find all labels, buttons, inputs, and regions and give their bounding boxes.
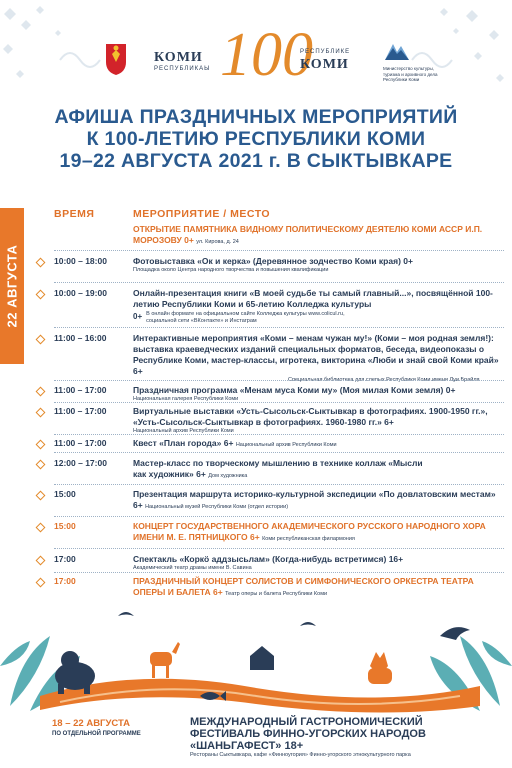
event-title: Спектакль «Коркӧ аддзысьлам» (Когда-нибудь встретимся) 16+ Академический театр драмы имени В. Савина — [133, 554, 503, 572]
row-divider — [54, 250, 504, 251]
event-time: 15:00 — [54, 489, 76, 499]
event-title: ОТКРЫТИЕ ПАМЯТНИКА ВИДНОМУ ПОЛИТИЧЕСКОМУ ДЕЯТЕЛЮ КОМИ АССР И.П. МОРОЗОВУ 0+ ул. Кирова, д. 24 — [133, 224, 483, 245]
date-side-tab-label: 22 АВГУСТА — [4, 244, 20, 328]
row-divider — [54, 402, 504, 403]
event-time: 11:00 – 17:00 — [54, 385, 107, 395]
festival-date: 18 – 22 АВГУСТА — [52, 718, 131, 729]
diamond-bullet-icon — [36, 578, 46, 588]
event-rating: 0+ — [133, 312, 143, 321]
event-place: Национальный архив Республики Коми — [133, 428, 234, 434]
festival-place: Рестораны Сыктывкара, кафе «Финноугория» Финно-угорского этнокультурного парка — [190, 752, 411, 758]
event-time: 10:00 – 19:00 — [54, 288, 107, 298]
event-place: Театр оперы и балета Республики Коми — [225, 591, 328, 597]
event-title: КОНЦЕРТ ГОСУДАРСТВЕННОГО АКАДЕМИЧЕСКОГО РУССКОГО НАРОДНОГО ХОРА ИМЕНИ М. Е. ПЯТНИЦКОГО 6+ Коми республиканская филармония — [133, 521, 486, 542]
row-divider — [54, 548, 504, 549]
row-divider — [54, 516, 504, 517]
title-line-3: 19–22 АВГУСТА 2021 г. В СЫКТЫВКАРЕ — [59, 150, 453, 172]
bird-figure-icon — [440, 627, 470, 640]
brand-republic-text: КОМИ — [300, 57, 349, 72]
event-title: Презентация маршрута историко-культурной экспедиции «По довлатовским местам» 6+ Национальный музей Республики Коми (отдел истории) — [133, 489, 496, 510]
event-place: Площадка около Центра народного творчества и повышения квалификации — [133, 267, 329, 273]
ministry-logo-icon — [383, 40, 411, 64]
event-place: Национальный архив Республики Коми — [235, 442, 337, 448]
diamond-bullet-icon — [36, 491, 46, 501]
festival-title: МЕЖДУНАРОДНЫЙ ГАСТРОНОМИЧЕСКИЙ ФЕСТИВАЛЬ ФИННО-УГОРСКИХ НАРОДОВ «ШАНЬГАФЕСТ» 18+ — [190, 716, 426, 752]
event-title: Интерактивные мероприятия «Коми – менам чужан му!» (Коми – моя родная земля!): выставка краеведческих изданий специальных форматов, беседа, видеопоказы о Республике Коми, мастер-классы, игротека, викторина «Люби и знай свой Коми край» 6+ Специальная библиотека для слепых Республики Коми имени Луи Брайля — [133, 333, 503, 384]
diamond-bullet-icon — [36, 290, 46, 300]
event-place: Национальный музей Республики Коми (отдел истории) — [145, 504, 289, 510]
event-title: Фотовыставка «Ок и керка» (Деревянное зодчество Коми края) 0+ Площадка около Центра народного творчества и повышения квалификации — [133, 256, 503, 274]
diamond-bullet-icon — [36, 408, 46, 418]
diamond-bullet-icon — [36, 258, 46, 268]
event-place: Академический театр драмы имени В. Савина — [133, 565, 252, 571]
event-time: 11:00 – 16:00 — [54, 333, 107, 343]
event-place: Дом художника — [208, 473, 248, 479]
diamond-bullet-icon — [36, 523, 46, 533]
diamond-bullet-icon — [36, 556, 46, 566]
brand-komi-text: КОМИ — [154, 50, 203, 65]
date-side-tab — [0, 208, 24, 364]
coat-of-arms-icon — [104, 42, 128, 76]
event-time: 11:00 – 17:00 — [54, 406, 107, 416]
event-time: 17:00 — [54, 554, 76, 564]
brand-komi-subtext: РЕСПУБЛИКАЫ — [154, 66, 211, 72]
title-line-2: К 100-ЛЕТИЮ РЕСПУБЛИКИ КОМИ — [86, 128, 426, 150]
bear-figure-icon — [55, 651, 95, 694]
event-title: Квест «План города» 6+ Национальный архив Республики Коми — [133, 438, 337, 448]
ministry-name: Министерство культуры, туризма и архивного дела Республики Коми — [383, 66, 438, 82]
event-place: В онлайн формате на официальном сайте Колледжа культуры www.colicul.ru, социальной сети «ВКонтакте» и Инстаграм — [146, 311, 345, 324]
event-time: 10:00 – 18:00 — [54, 256, 107, 266]
event-title: Праздничная программа «Менам муса Коми му» (Моя милая Коми земля) 0+ Национальная галерея Республики Коми — [133, 385, 503, 403]
deer-figure-icon — [150, 642, 180, 678]
folk-art-illustration — [0, 596, 512, 716]
row-divider — [54, 327, 504, 328]
event-place: Национальная галерея Республики Коми — [133, 396, 239, 402]
festival-date-note: ПО ОТДЕЛЬНОЙ ПРОГРАММЕ — [52, 731, 141, 737]
row-divider — [54, 434, 504, 435]
row-divider — [54, 484, 504, 485]
event-time: 11:00 – 17:00 — [54, 438, 107, 448]
event-title: Онлайн-презентация книги «В моей судьбе ты самый главный...», посвящённой 100-летию Республики Коми и 65-летию Колледжа культуры 0+ В онлайн формате на официальном сайте Колледжа культуры www.colicul.ru, социальной сети «ВКонтакте» и Инстаграм — [133, 288, 493, 324]
event-title: Мастер-класс по творческому мышлению в технике коллаж «Мысли как художник» 6+ Дом художника — [133, 458, 423, 479]
title-line-1: АФИША ПРАЗДНИЧНЫХ МЕРОПРИЯТИЙ — [54, 106, 458, 128]
diamond-bullet-icon — [36, 460, 46, 470]
column-header-time: ВРЕМЯ — [54, 208, 95, 220]
event-place: Коми республиканская филармония — [262, 536, 355, 542]
row-divider — [54, 282, 504, 283]
event-title: Виртуальные выставки «Усть-Сысольск-Сыктывкар в фотографиях. 1900-1950 гг.», «Усть-Сысольск-Сыктывкар в фотографиях. 1960-1980 гг.» 6+ Национальный архив Республики Коми — [133, 406, 503, 435]
row-divider — [54, 452, 504, 453]
column-header-event: МЕРОПРИЯТИЕ / МЕСТО — [133, 208, 271, 220]
row-divider — [54, 380, 504, 381]
row-divider — [54, 572, 504, 573]
diamond-bullet-icon — [36, 335, 46, 345]
event-time: 12:00 – 17:00 — [54, 458, 107, 468]
event-time: 15:00 — [54, 521, 76, 531]
event-time: 17:00 — [54, 576, 76, 586]
event-title: ПРАЗДНИЧНЫЙ КОНЦЕРТ СОЛИСТОВ И СИМФОНИЧЕСКОГО ОРКЕСТРА ТЕАТРА ОПЕРЫ И БАЛЕТА 6+ Театр оперы и балета Республики Коми — [133, 576, 474, 597]
page-title — [0, 106, 512, 172]
brand-100-logo: 100 — [220, 21, 313, 89]
brand-republic-subtext: РЕСПУБЛИКЕ — [300, 49, 351, 55]
diamond-bullet-icon — [36, 440, 46, 450]
diamond-bullet-icon — [36, 387, 46, 397]
event-place: ул. Кирова, д. 24 — [196, 239, 239, 245]
fox-figure-icon — [368, 652, 392, 684]
event-place: Специальная библиотека для слепых Республики Коми имени Луи Брайля — [288, 377, 480, 383]
